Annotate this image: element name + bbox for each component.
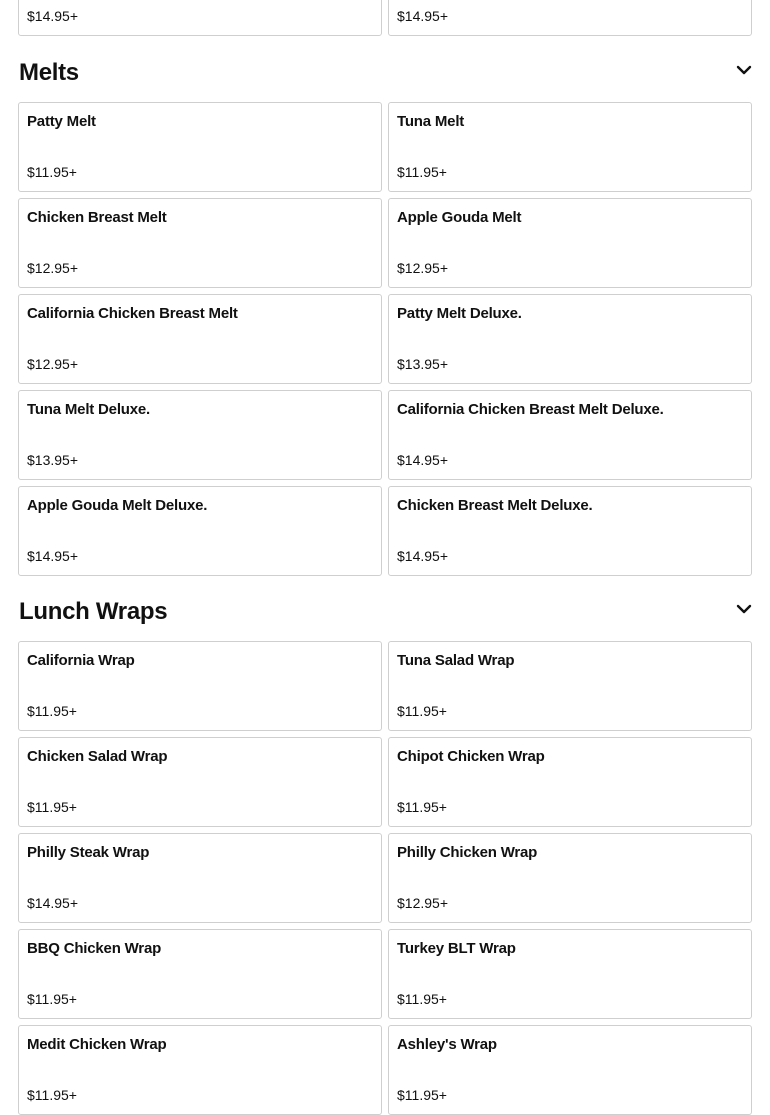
- menu-item-price: $14.95+: [397, 548, 448, 564]
- menu-item-price: $13.95+: [27, 452, 78, 468]
- menu-item-card[interactable]: [388, 641, 752, 731]
- menu-item-price: $14.95+: [27, 895, 78, 911]
- menu-item-card[interactable]: [388, 198, 752, 288]
- menu-item-price: $12.95+: [27, 356, 78, 372]
- menu-item-name: BBQ Chicken Wrap: [27, 940, 162, 957]
- menu-item-price: $11.95+: [27, 164, 77, 180]
- menu-item-price: $11.95+: [397, 1087, 447, 1103]
- menu-item-name: Patty Melt Deluxe.: [397, 305, 522, 322]
- menu-item-price: $12.95+: [397, 260, 448, 276]
- menu-item-card[interactable]: [388, 833, 752, 923]
- menu-item-name: California Wrap: [27, 652, 135, 669]
- chevron-down-icon[interactable]: [735, 61, 753, 79]
- menu-item-name: Apple Gouda Melt Deluxe.: [27, 497, 208, 514]
- menu-item-name: Philly Chicken Wrap: [397, 844, 538, 861]
- menu-item-price: $14.95+: [397, 452, 448, 468]
- menu-item-name: Chipot Chicken Wrap: [397, 748, 545, 765]
- menu-item-price: $11.95+: [397, 164, 447, 180]
- menu-item-card[interactable]: [388, 737, 752, 827]
- menu-item-card[interactable]: [18, 294, 382, 384]
- menu-item-card[interactable]: [388, 102, 752, 192]
- section-header-melts[interactable]: [0, 59, 770, 99]
- menu-item-name: Ashley's Wrap: [397, 1036, 497, 1053]
- menu-item-name: Tuna Melt Deluxe.: [27, 401, 151, 418]
- menu-item-card[interactable]: [388, 390, 752, 480]
- menu-item-card[interactable]: [18, 641, 382, 731]
- menu-item-price: $13.95+: [397, 356, 448, 372]
- menu-item-name: Turkey BLT Wrap: [397, 940, 516, 957]
- menu-item-card[interactable]: [388, 0, 752, 36]
- section-title: Lunch Wraps: [19, 598, 168, 625]
- menu-item-price: $14.95+: [27, 8, 78, 24]
- menu-item-card[interactable]: [18, 1025, 382, 1115]
- menu-item-card[interactable]: [18, 833, 382, 923]
- menu-item-card[interactable]: [388, 486, 752, 576]
- menu-item-card[interactable]: [18, 0, 382, 36]
- menu-item-name: Apple Gouda Melt: [397, 209, 522, 226]
- menu-item-card[interactable]: [18, 198, 382, 288]
- menu-item-card[interactable]: [388, 929, 752, 1019]
- menu-item-price: $11.95+: [27, 1087, 77, 1103]
- menu-item-name: California Chicken Breast Melt Deluxe.: [397, 401, 664, 418]
- menu-item-name: Patty Melt: [27, 113, 96, 130]
- menu-item-price: $11.95+: [397, 703, 447, 719]
- menu-item-price: $11.95+: [397, 799, 447, 815]
- menu-item-price: $12.95+: [27, 260, 78, 276]
- menu-item-card[interactable]: [388, 294, 752, 384]
- menu-item-name: Philly Steak Wrap: [27, 844, 150, 861]
- menu-item-name: Chicken Breast Melt: [27, 209, 167, 226]
- chevron-down-icon[interactable]: [735, 600, 753, 618]
- lunch-wraps-grid: [0, 641, 770, 1115]
- menu-item-price: $11.95+: [27, 991, 77, 1007]
- menu-item-price: $11.95+: [27, 703, 77, 719]
- menu-item-name: Chicken Salad Wrap: [27, 748, 168, 765]
- menu-item-card[interactable]: [18, 929, 382, 1019]
- menu-item-price: $11.95+: [397, 991, 447, 1007]
- menu-item-name: California Chicken Breast Melt: [27, 305, 238, 322]
- menu-item-name: Tuna Melt: [397, 113, 465, 130]
- previous-section-cards: [0, 0, 770, 36]
- menu-item-card[interactable]: [18, 390, 382, 480]
- menu-item-card[interactable]: [18, 486, 382, 576]
- melts-grid: [0, 102, 770, 576]
- menu-item-price: $12.95+: [397, 895, 448, 911]
- menu-item-card[interactable]: [18, 737, 382, 827]
- menu-item-card[interactable]: [18, 102, 382, 192]
- menu-item-card[interactable]: [388, 1025, 752, 1115]
- menu-item-name: Chicken Breast Melt Deluxe.: [397, 497, 593, 514]
- menu-item-price: $14.95+: [27, 548, 78, 564]
- section-header-lunch-wraps[interactable]: [0, 598, 770, 638]
- menu-item-price: $11.95+: [27, 799, 77, 815]
- menu-item-name: Medit Chicken Wrap: [27, 1036, 167, 1053]
- section-title: Melts: [19, 59, 79, 86]
- menu-item-price: $14.95+: [397, 8, 448, 24]
- menu-item-name: Tuna Salad Wrap: [397, 652, 515, 669]
